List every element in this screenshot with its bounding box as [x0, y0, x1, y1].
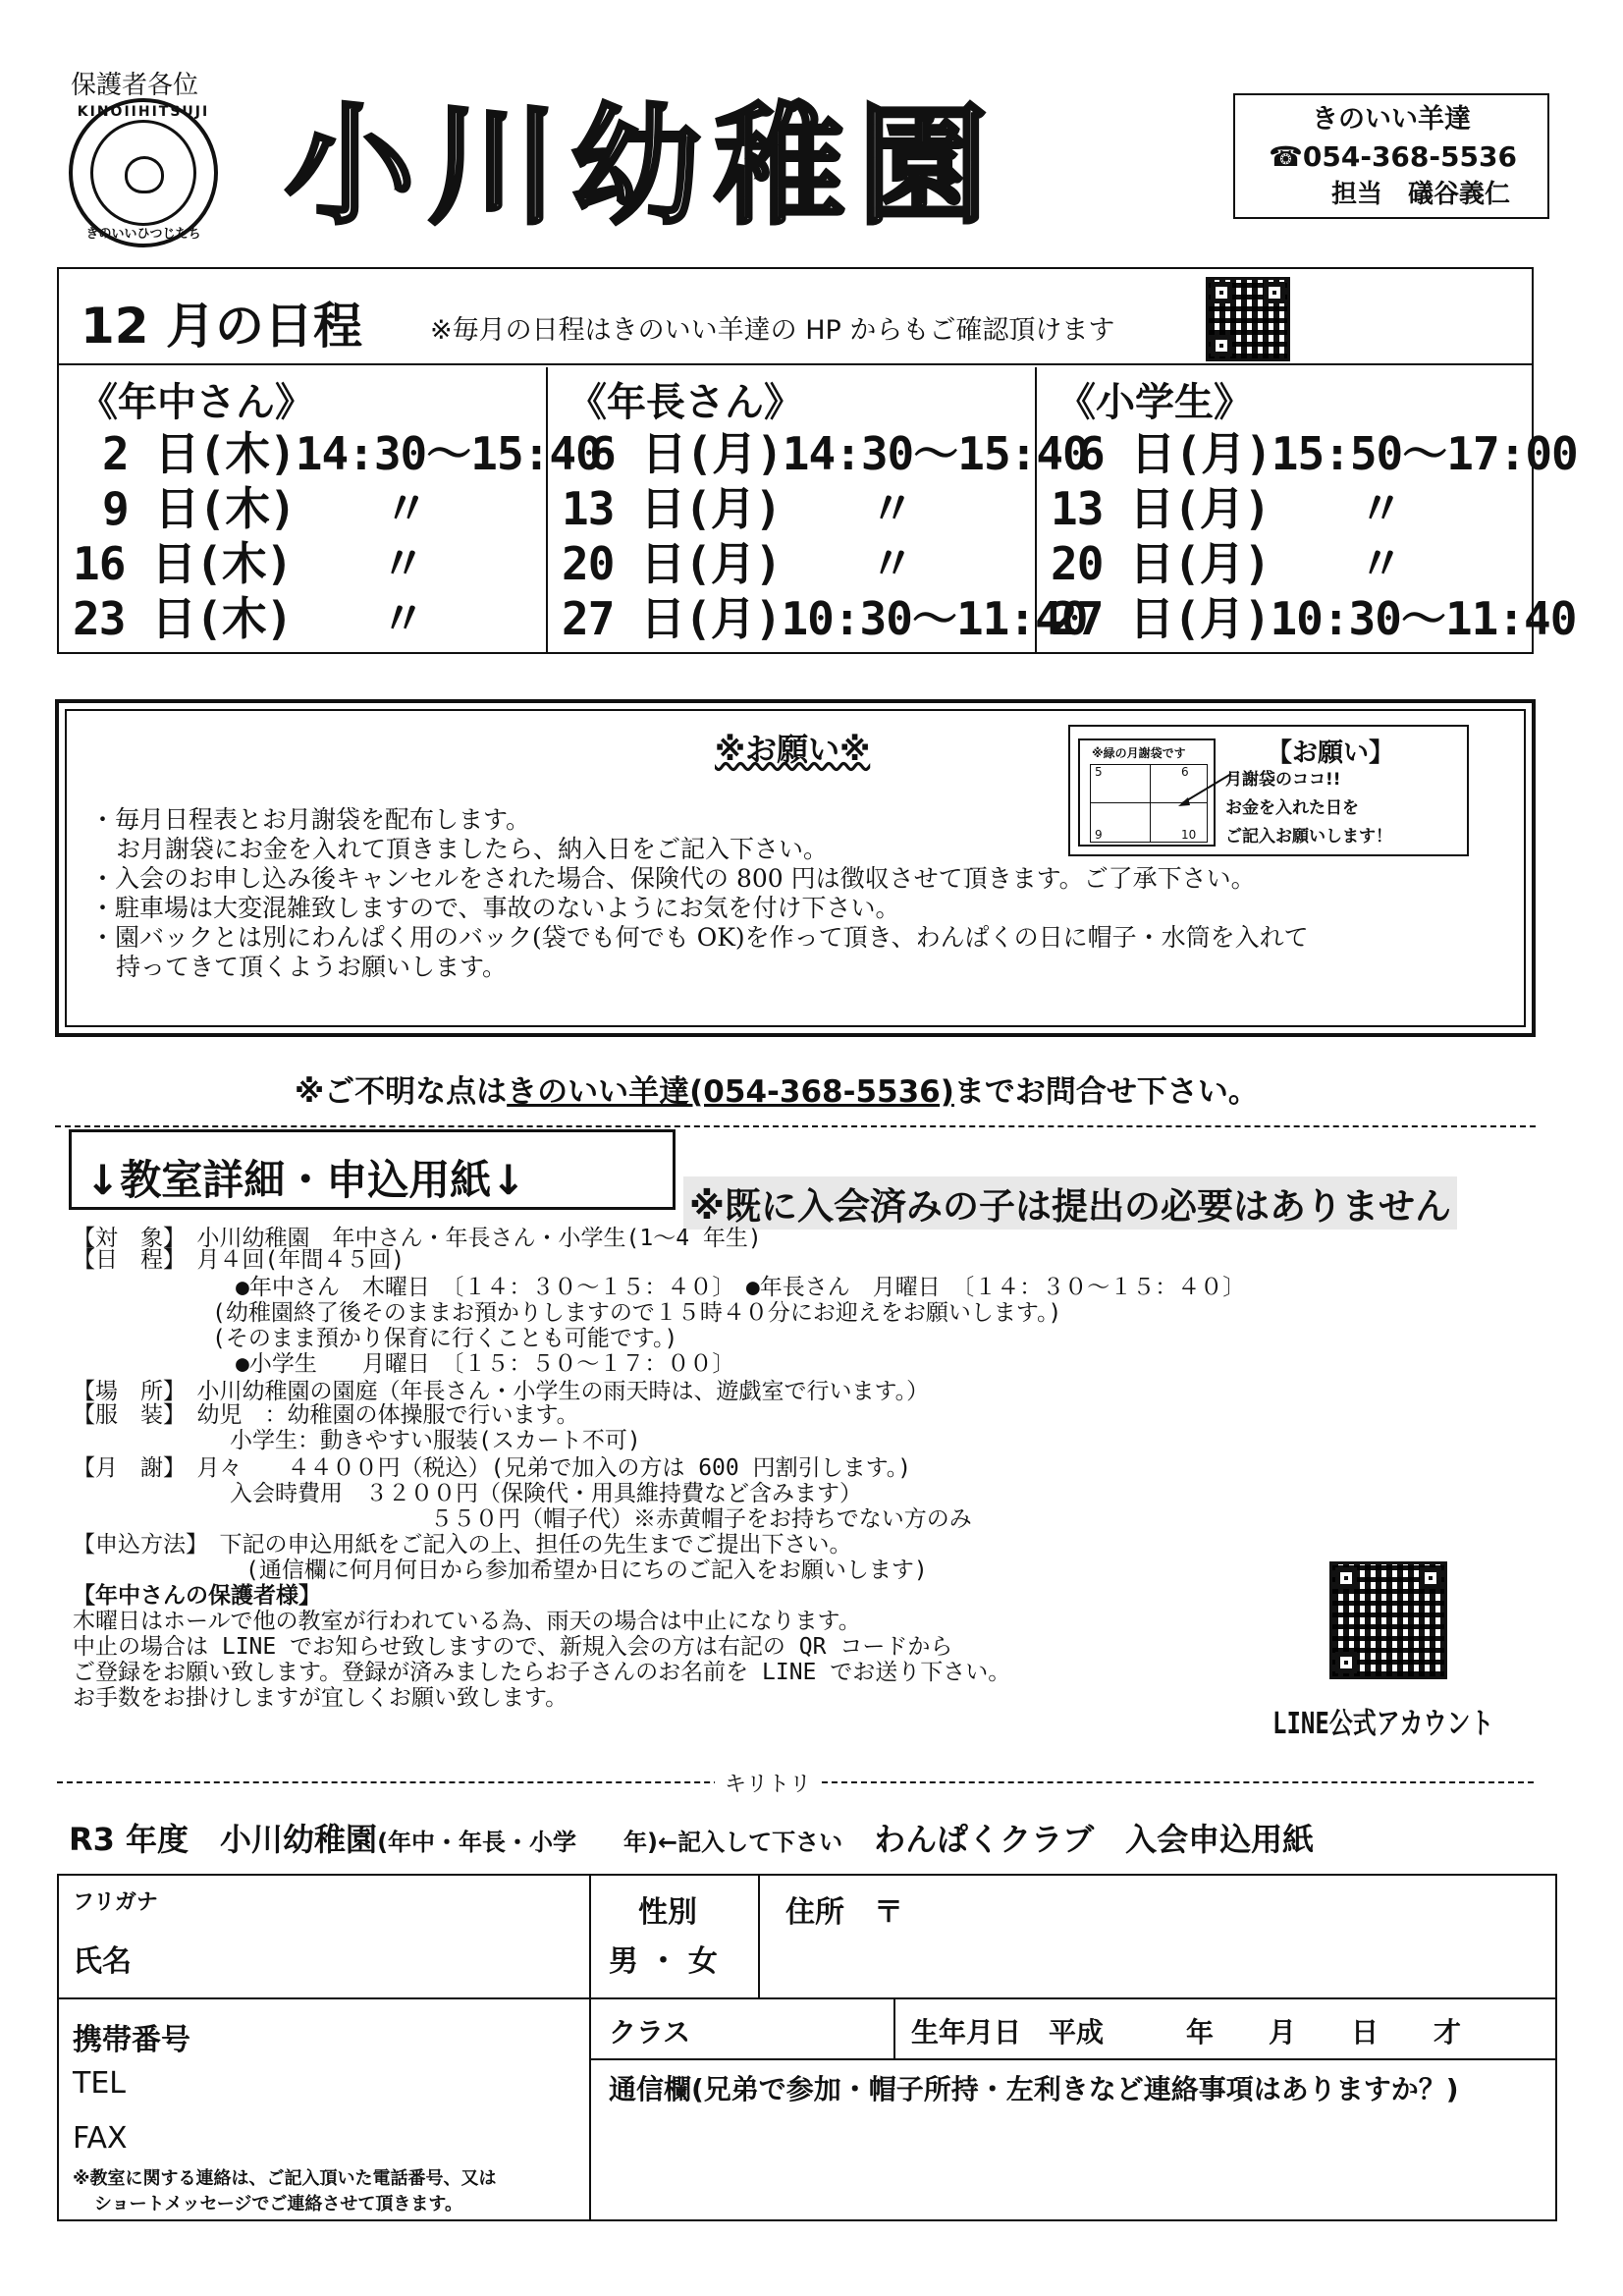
inquiry-post: までお問合せ下さい。 [953, 1074, 1259, 1110]
detail-line: 【場 所】 小川幼稚園の園庭（年長さん・小学生の雨天時は、遊戯室で行います。） [73, 1379, 930, 1404]
furigana-label: フリガナ [73, 1890, 158, 1915]
schedule-row: 27 日(月)10:30～11:40 [562, 592, 1088, 645]
birthday-field[interactable]: 生年月日 平成 年 月 日 才 [911, 2016, 1462, 2049]
envelope-text-line: お金を入れた日を [1225, 798, 1359, 818]
detail-line: (通信欄に何月何日から参加希望か日にちのご記入をお願いします) [245, 1558, 928, 1583]
schedule-row: 27 日(月)10:30～11:40 [1051, 592, 1577, 645]
schedule-row: 6 日(月)15:50～17:00 [1078, 427, 1578, 480]
envelope-label: ※緑の月謝袋です [1092, 746, 1186, 760]
tel-field[interactable]: TEL [73, 2066, 126, 2101]
detail-line: ●小学生 月曜日 〔１５：５０～１７：００〕 [236, 1351, 735, 1377]
fax-field[interactable]: FAX [73, 2121, 128, 2156]
detail-line: ５５０円（帽子代）※赤黄帽子をお持ちでない方のみ [430, 1506, 972, 1532]
contact-box [1233, 93, 1549, 219]
detail-line: 中止の場合は LINE でお知らせ致しますので、新規入会の方は右記の QR コードから [73, 1634, 953, 1660]
detail-line: 【月 謝】 月々 ４４００円（税込）(兄弟で加入の方は 600 円割引します。) [73, 1455, 912, 1481]
grid-number: 9 [1095, 828, 1103, 842]
gender-options[interactable]: 男 ・ 女 [609, 1944, 718, 1979]
application-form [57, 1874, 1557, 2221]
name-field[interactable]: 氏名 [73, 1944, 132, 1979]
contact-person: 担当 礒谷義仁 [1331, 180, 1511, 209]
grid-number: 6 [1181, 765, 1189, 779]
detail-line: (そのまま預かり保育に行くことも可能です。) [212, 1326, 678, 1351]
schedule-row: 9 日(木) 〃 [102, 482, 428, 535]
envelope-text [1225, 766, 1392, 851]
schedule-column-elementary [1035, 367, 1578, 654]
inquiry-contact: きのいい羊達(054-368-5536) [507, 1074, 954, 1110]
logo-text-top: KINOIIHITSUJI [77, 104, 210, 120]
schedule-column-nenchu [59, 367, 602, 654]
logo-ring [90, 120, 196, 226]
cut-label: キリトリ [715, 1768, 821, 1798]
envelope-text-line: ご記入お願いします！ [1225, 827, 1392, 847]
envelope-text-line: 月謝袋のココ!! [1225, 770, 1341, 790]
schedule-note: ※毎月の日程はきのいい羊達の HP からもご確認頂けます [430, 315, 1115, 346]
detail-line: 【年中さんの保護者様】 [73, 1583, 321, 1609]
detail-line: ●年中さん 木曜日 〔１４：３０～１５：４０〕 ●年長さん 月曜日 〔１４：３０～１５：４０〕 [236, 1275, 1246, 1300]
detail-line: 【対 象】 小川幼稚園 年中さん・年長さん・小学生(1～4 年生) [73, 1226, 762, 1251]
grid-number: 10 [1181, 828, 1197, 842]
class-field[interactable]: クラス [609, 2016, 691, 2049]
list-item: ・毎月日程表とお月謝袋を配布します。 [90, 805, 531, 834]
mobile-label: 携帯番号 [73, 2023, 190, 2057]
column-heading: 《年中さん》 [79, 380, 314, 425]
contact-phone: ☎054-368-5536 [1269, 140, 1517, 173]
inquiry-pre: ※ご不明な点は [295, 1074, 508, 1110]
notice-inner [65, 709, 1526, 1027]
schedule-row: 20 日(月) 〃 [1051, 537, 1403, 590]
address-field[interactable]: 住所 〒 [785, 1895, 903, 1930]
form-title-name: わんぱくクラブ 入会申込用紙 [874, 1821, 1315, 1858]
schedule-row: 13 日(月) 〃 [562, 482, 914, 535]
line-account-label: LINE公式アカウント [1272, 1707, 1494, 1741]
detail-line: お手数をお掛けしますが宜しくお願い致します。 [73, 1685, 568, 1711]
form-title-grade: (年中・年長・小学 年)←記入して下さい [377, 1829, 843, 1856]
notice-title: ※お願い※ [715, 731, 871, 768]
form-title [69, 1815, 1314, 1860]
detail-line: 木曜日はホールで他の教室が行われている為、雨天の場合は中止になります。 [73, 1609, 861, 1634]
list-item: お月謝袋にお金を入れて頂きましたら、納入日をご記入下さい。 [116, 835, 829, 863]
form-title-year: R3 年度 小川幼稚園 [69, 1821, 378, 1858]
no-need-note: ※既に入会済みの子は提出の必要はありません [683, 1176, 1457, 1230]
detail-line: 小学生：動きやすい服装(スカート不可) [230, 1428, 641, 1453]
schedule-row: 23 日(木) 〃 [73, 592, 425, 645]
column-heading: 《小学生》 [1056, 380, 1253, 425]
schedule-column-nencho [546, 367, 1089, 654]
contact-note: ショートメッセージでご連絡させて頂きます。 [94, 2194, 462, 2214]
schedule-row: 16 日(木) 〃 [73, 537, 425, 590]
schedule-title: 12 月の日程 [81, 298, 362, 355]
addressee: 保護者各位 [71, 71, 199, 100]
detail-line: 【申込方法】 下記の申込用紙をご記入の上、担任の先生までご提出下さい。 [73, 1532, 852, 1558]
list-item: ・入会のお申し込み後キャンセルをされた場合、保険代の 800 円は徴収させて頂きます。ご了承下さい。 [90, 864, 1256, 893]
schedule-row: 20 日(月) 〃 [562, 537, 914, 590]
column-heading: 《年長さん》 [568, 380, 803, 425]
page-title: 小川幼稚園 [285, 91, 1001, 243]
detail-line: ご登録をお願い致します。登録が済みましたらお子さんのお名前を LINE でお送り下さい。 [73, 1660, 1011, 1685]
details-heading: ↓教室詳細・申込用紙↓ [69, 1129, 676, 1210]
schedule-header [59, 269, 1532, 365]
notice-box [55, 699, 1536, 1037]
contact-org: きのいい羊達 [1312, 104, 1471, 135]
contact-note: ※教室に関する連絡は、ご記入頂いた電話番号、又は [73, 2168, 497, 2189]
inquiry-text [295, 1066, 1259, 1111]
list-item: ・園バックとは別にわんぱく用のバック(袋でも何でも OK)を作って頂き、わんぱくの日に帽子・水筒を入れて [90, 923, 1309, 952]
qr-code-icon [1206, 277, 1290, 361]
list-item: 持ってきて頂くようお願いします。 [116, 953, 508, 981]
schedule-box [57, 267, 1578, 654]
detail-line: 【服 装】 幼児 ：幼稚園の体操服で行います。 [73, 1402, 579, 1428]
divider [55, 1125, 1536, 1127]
line-qr-code-icon [1329, 1561, 1447, 1679]
detail-line: 【日 程】 月４回(年間４５回) [73, 1247, 406, 1273]
schedule-row: 2 日(木)14:30～15:40 [102, 427, 602, 480]
communication-field[interactable]: 通信欄(兄弟で参加・帽子所持・左利きなど連絡事項はありますか？) [609, 2073, 1459, 2105]
gender-label: 性別 [638, 1895, 697, 1930]
detail-line: (幼稚園終了後そのままお預かりしますので１５時４０分にお迎えをお願いします。) [212, 1300, 1062, 1326]
logo-text-bottom: きのいいひつじたち [85, 227, 201, 242]
detail-line: 入会時費用 ３２００円（保険代・用具維持費など含みます） [230, 1481, 862, 1506]
envelope-heading: 【お願い】 [1267, 738, 1395, 768]
envelope-illustration-box [1068, 725, 1469, 856]
list-item: ・駐車場は大変混雑致しますので、事故のないようにお気を付け下さい。 [90, 894, 900, 922]
kindergarten-logo [69, 98, 218, 247]
schedule-row: 6 日(月)14:30～15:40 [589, 427, 1089, 480]
schedule-row: 13 日(月) 〃 [1051, 482, 1403, 535]
grid-number: 5 [1095, 765, 1103, 779]
sheep-icon [125, 156, 164, 193]
